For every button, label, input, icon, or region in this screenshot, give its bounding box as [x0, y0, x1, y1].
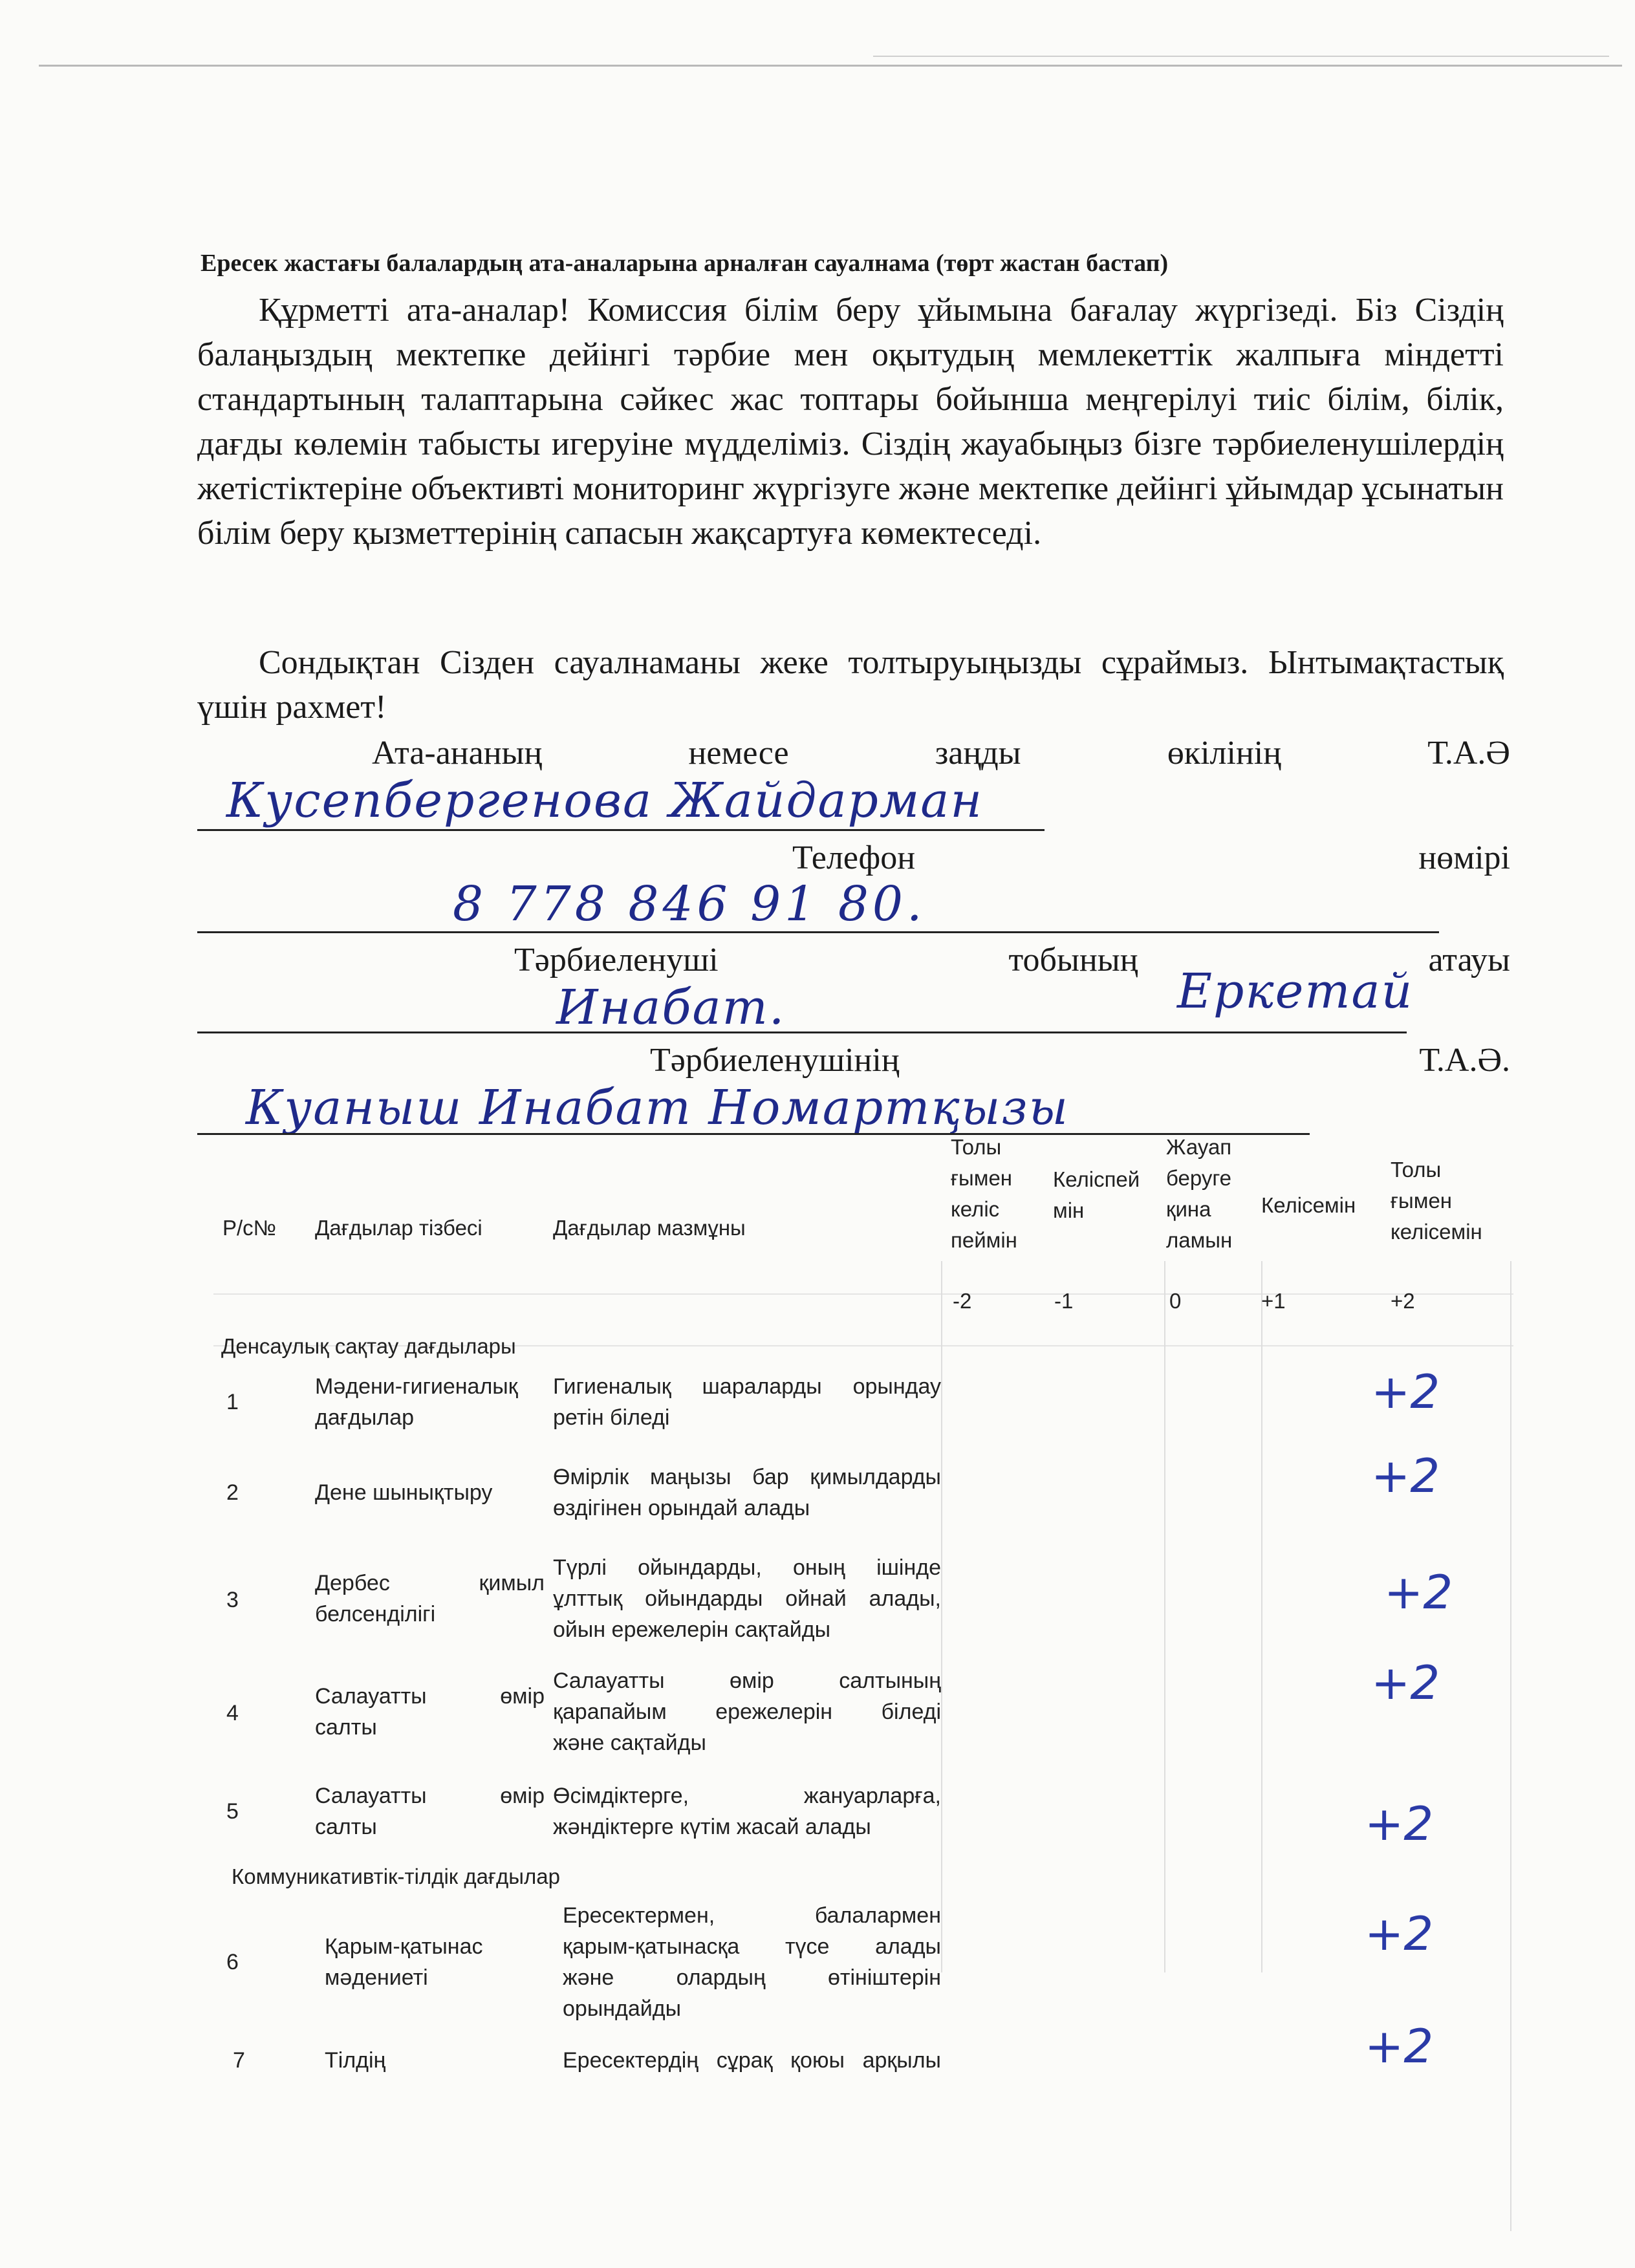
section-title-communication: Коммуникативтік-тілдік дағдылар	[232, 1864, 560, 1888]
row-content: Өсімдіктерге, жануарларға, жәндіктерге күтім жасай алады	[553, 1784, 941, 1839]
request-paragraph: Сондықтан Сізден сауалнаманы жеке толтыруыңызды сұраймыз. Ынтымақтастық үшін рахмет!	[197, 644, 1504, 726]
child-name-handwritten[interactable]: Куаныш Инабат Номартқызы	[246, 1080, 1070, 1136]
table-row	[213, 1365, 1513, 1449]
table-row	[213, 1552, 1513, 1662]
phone-underline	[197, 931, 1439, 933]
table-row	[213, 1780, 1513, 1858]
row-content: Гигиеналық шараларды орындау ретін біледі	[553, 1374, 941, 1430]
row-skill: Дене шынықтыру	[315, 1480, 493, 1505]
answer-mark[interactable]: +2	[1365, 2019, 1434, 2073]
row-content: Ересектердің сұрақ қоюы арқылы	[563, 2048, 941, 2073]
score-minus-2: -2	[953, 1289, 972, 1313]
header-scale-agree: Келісемін	[1261, 1193, 1356, 1217]
header-scale-disagree: Келіспей мін	[1053, 1167, 1140, 1222]
child-field-label: Тәрбиеленушінің Т.А.Ә.	[650, 1042, 1510, 1079]
header-scale-neutral: Жауап беруге қина ламын	[1166, 1135, 1233, 1252]
parent-name-underline	[197, 829, 1045, 831]
table-header-row	[213, 1132, 1513, 1326]
score-plus-2: +2	[1391, 1289, 1415, 1313]
row-skill: Салауатты өмір салты	[315, 1684, 545, 1740]
group-field-label: Тәрбиеленуші тобының атауы	[514, 942, 1510, 978]
header-num: Р/с№	[222, 1216, 277, 1240]
score-minus-1: -1	[1054, 1289, 1074, 1313]
row-num: 5	[226, 1799, 239, 1824]
intro-paragraph: Құрметті ата-аналар! Комиссия білім беру ұйымына бағалау жүргізеді. Біз Сіздің балаңыздың мектепке дейінгі тәрбие мен оқытудың мемлекеттік жалпыға міндетті стандартының талаптарына сәйкес жас топтары бойынша меңгерілуі тиіс білім, білік, дағды көлемін табысты игеруіне мүдделіміз. Сіздің жауабыңыз бізге тәрбиеленушілердің жетістіктеріне объективті мониторинг жүргізуге және мектепке дейінгі ұйымдар ұсынатын білім беру қызметтерінің сапасын жақсартуға көмектеседі.	[197, 292, 1504, 552]
answer-mark[interactable]: +2	[1371, 1656, 1440, 1710]
score-0: 0	[1169, 1289, 1182, 1313]
section-title-health: Денсаулық сақтау дағдылары	[221, 1334, 516, 1358]
table-row	[213, 1900, 1513, 2029]
row-num: 3	[226, 1588, 239, 1612]
header-skill-list: Дағдылар тізбесі	[315, 1216, 482, 1240]
answer-mark[interactable]: +2	[1371, 1365, 1440, 1419]
row-content: Ересектермен, балалармен қарым-қатынасқа түсе алады және олардың өтініштерін орындайды	[563, 1903, 941, 2021]
row-num: 4	[226, 1701, 239, 1725]
group-extra-handwritten[interactable]: Еркетай	[1177, 964, 1414, 1019]
table-row	[213, 1656, 1513, 1775]
scan-edge-line	[873, 56, 1609, 57]
row-skill: Мәдени-гигиеналық дағдылар	[315, 1374, 518, 1430]
row-num: 7	[233, 2048, 245, 2073]
parent-field-label: Ата-ананың немесе заңды өкілінің Т.А.Ә	[372, 735, 1510, 772]
answer-mark[interactable]: +2	[1371, 1449, 1440, 1503]
phone-field-label: Телефон нөмірі	[792, 839, 1510, 876]
group-handwritten[interactable]: Инабат.	[556, 980, 786, 1035]
header-scale-strongly-agree: Толы ғымен келісемін	[1391, 1158, 1482, 1244]
header-scale-strongly-disagree: Толы ғымен келіс пеймін	[951, 1135, 1017, 1252]
parent-name-handwritten[interactable]: Кусепбергенова Жайдарман	[226, 773, 984, 828]
row-skill: Тілдің	[325, 2048, 386, 2073]
row-num: 1	[226, 1390, 239, 1414]
answer-mark[interactable]: +2	[1365, 1906, 1434, 1961]
score-plus-1: +1	[1261, 1289, 1286, 1313]
answer-mark[interactable]: +2	[1365, 1797, 1434, 1851]
row-skill: Дербес қимыл белсенділігі	[315, 1571, 545, 1626]
row-skill: Қарым-қатынас мәдениеті	[325, 1934, 483, 1990]
header-skill-content: Дағдылар мазмұны	[553, 1216, 746, 1240]
table-row	[213, 1449, 1513, 1539]
survey-title: Ересек жастағы балалардың ата-аналарына арналған сауалнама (төрт жастан бастап)	[200, 250, 1169, 277]
row-content: Өмірлік маңызы бар қимылдарды өздігінен орындай алады	[553, 1465, 941, 1520]
row-num: 6	[226, 1950, 239, 1974]
phone-handwritten[interactable]: 8 778 846 91 80.	[453, 876, 926, 932]
row-content: Түрлі ойындарды, оның ішінде ұлттық ойындарды ойнай алады, ойын ережелерін сақтайды	[553, 1555, 941, 1642]
scan-edge-line	[39, 65, 1622, 67]
group-underline	[197, 1031, 1407, 1033]
row-skill: Салауатты өмір салты	[315, 1784, 545, 1839]
row-content: Салауатты өмір салтының қарапайым ережелерін біледі және сақтайды	[553, 1669, 941, 1755]
row-num: 2	[226, 1480, 239, 1505]
table-row	[213, 2019, 1513, 2084]
answer-mark[interactable]: +2	[1384, 1565, 1453, 1619]
